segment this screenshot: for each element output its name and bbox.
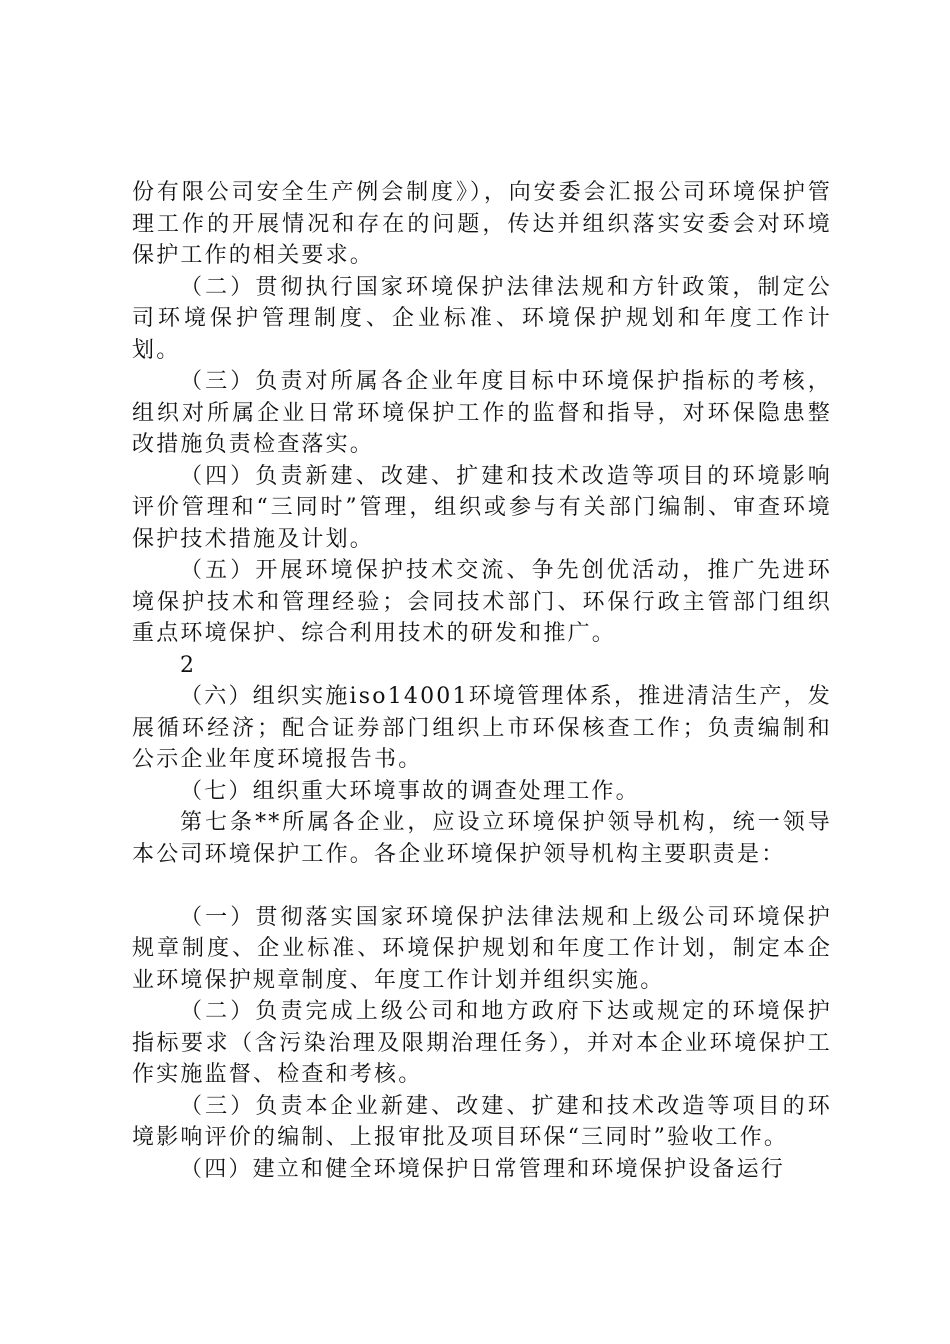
paragraph-item-7: （七）组织重大环境事故的调查处理工作。 (180, 778, 640, 804)
paragraph-duty-1: （一）贯彻落实国家环境保护法律法规和上级公司环境保护规章制度、企业标准、环境保护规划和年度工作计划，制定本企业环境保护规章制度、年度工作计划并组织实施。 (132, 904, 832, 993)
paragraph-duty-4: （四）建立和健全环境保护日常管理和环境保护设备运行 (180, 1156, 786, 1182)
paragraph-article-7: 第七条**所属各企业，应设立环境保护领导机构，统一领导本公司环境保护工作。各企业环境保护领导机构主要职责是： (132, 810, 832, 867)
paragraph-duty-3: （三）负责本企业新建、改建、扩建和技术改造等项目的环境影响评价的编制、上报审批及项目环保“三同时”验收工作。 (132, 1093, 832, 1150)
paragraph-continuation: 份有限公司安全生产例会制度》），向安委会汇报公司环境保护管理工作的开展情况和存在的问题，传达并组织落实安委会对环境保护工作的相关要求。 (132, 180, 832, 268)
paragraph-item-6: （六）组织实施iso14001环境管理体系，推进清洁生产，发展循环经济；配合证券部门组织上市环保核查工作；负责编制和公示企业年度环境报告书。 (132, 684, 832, 772)
page-number: 2 (180, 652, 197, 678)
paragraph-item-2: （二）贯彻执行国家环境保护法律法规和方针政策，制定公司环境保护管理制度、企业标准、环境保护规划和年度工作计划。 (132, 274, 832, 363)
document-body (132, 177, 832, 1185)
paragraph-duty-2: （二）负责完成上级公司和地方政府下达或规定的环境保护指标要求（含污染治理及限期治理任务），并对本企业环境保护工作实施监督、检查和考核。 (132, 999, 832, 1087)
paragraph-item-3: （三）负责对所属各企业年度目标中环境保护指标的考核，组织对所属企业日常环境保护工作的监督和指导，对环保隐患整改措施负责检查落实。 (132, 369, 832, 457)
paragraph-item-4: （四）负责新建、改建、扩建和技术改造等项目的环境影响评价管理和“三同时”管理，组织或参与有关部门编制、审查环境保护技术措施及计划。 (132, 463, 832, 552)
paragraph-item-5: （五）开展环境保护技术交流、争先创优活动，推广先进环境保护技术和管理经验；会同技术部门、环保行政主管部门组织重点环境保护、综合利用技术的研发和推广。 (132, 558, 832, 646)
